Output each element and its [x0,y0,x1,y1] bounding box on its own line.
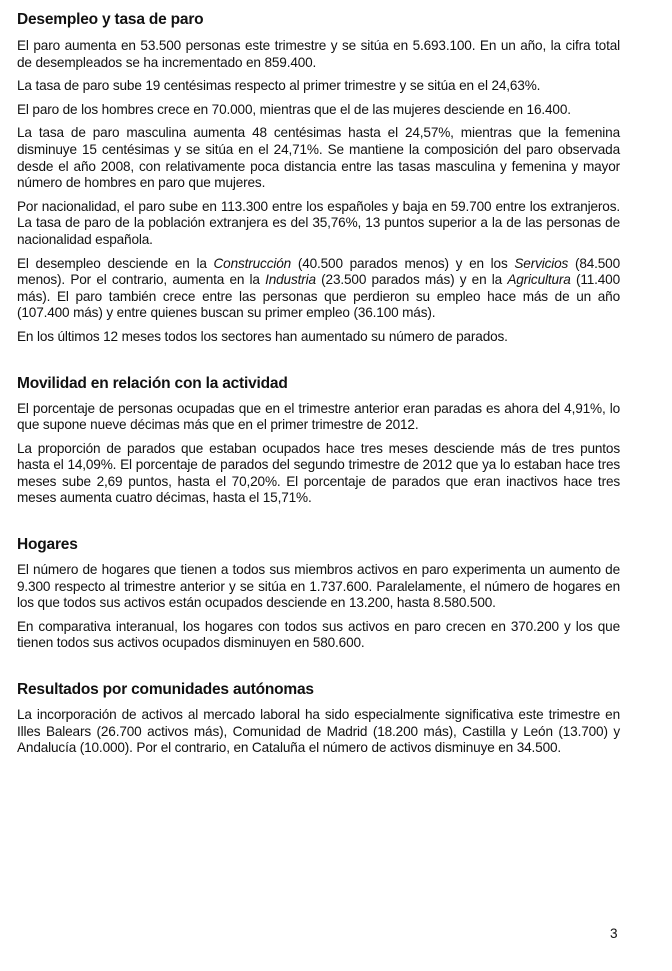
sector-construccion: Construcción [213,255,292,271]
paragraph: El porcentaje de personas ocupadas que en el trimestre anterior eran paradas es ahora del 4,91%, lo que supone nueve décimas más que en el primer trimestre de 2012. [17,400,620,433]
text-run: (11.400 más). El paro también crece entre las personas que perdieron su empleo hace más de un año (107.400 más) y entre quienes buscan su primer empleo (36.100 más). [17,272,620,321]
sector-agricultura: Agricultura [507,272,571,288]
text-run: (40.500 parados menos) y en los [291,255,515,271]
paragraph: El número de hogares que tienen a todos sus miembros activos en paro experimenta un aumento de 9.300 respecto al trimestre anterior y se sitúa en 1.737.600. Paralelamente, el número de hogares en los que todos sus activos están ocupados desciende en 13.200, hasta 8.580.500. [17,562,620,611]
page-number: 3 [610,926,618,941]
text-run: (84.500 menos). Por el contrario, aumenta en la [17,255,620,288]
section-movilidad [17,374,620,508]
section-comunidades [17,680,620,757]
paragraph: La proporción de parados que estaban ocupados hace tres meses desciende más de tres puntos hasta el 14,09%. El porcentaje de parados del segundo trimestre de 2012 que ya lo estaban hace tres meses sube 2,69 puntos, hasta el 70,20%. El porcentaje de parados que eran inactivos hace tres meses aumenta cuatro décimas, hasta el 15,71%. [17,440,620,506]
section-heading: Hogares [17,536,78,554]
paragraph: La tasa de paro sube 19 centésimas respecto al primer trimestre y se sitúa en el 24,63%. [17,78,541,94]
section-heading: Resultados por comunidades autónomas [17,681,314,699]
paragraph: El paro aumenta en 53.500 personas este trimestre y se sitúa en 5.693.100. En un año, la cifra total de desempleados se ha incrementado en 859.400. [17,38,620,70]
section-heading: Desempleo y tasa de paro [17,11,204,28]
paragraph: La tasa de paro masculina aumenta 48 centésimas hasta el 24,57%, mientras que la femenina disminuye 15 centésimas y se sitúa en el 24,71%. Se mantiene la composición del paro observada desde el año 2008, con relativamente poca distancia entre las tasas masculina y femenina y mayor número de hombres en paro que mujeres. [17,125,620,191]
section-hogares [17,535,620,652]
paragraph: En los últimos 12 meses todos los sectores han aumentado su número de parados. [17,328,508,344]
paragraph: La incorporación de activos al mercado laboral ha sido especialmente significativa este trimestre en Illes Balears (26.700 activos más), Comunidad de Madrid (18.200 más), Castilla y León (13.700) y Andalucía (10.000). Por el contrario, en Cataluña el número de activos disminuye en 34.500. [17,707,620,756]
section-desempleo [17,10,620,346]
paragraph-sectors [17,256,620,322]
section-heading: Movilidad en relación con la actividad [17,374,288,392]
document-page [17,0,620,757]
sector-servicios: Servicios [514,255,569,271]
sector-industria: Industria [265,272,316,288]
text-run: El desempleo desciende en la [17,255,214,271]
paragraph: El paro de los hombres crece en 70.000, mientras que el de las mujeres desciende en 16.400. [17,101,571,117]
paragraph: En comparativa interanual, los hogares con todos sus activos en paro crecen en 370.200 y los que tienen todos sus activos ocupados disminuyen en 580.600. [17,618,620,651]
text-run: (23.500 parados más) y en la [315,272,508,288]
paragraph: Por nacionalidad, el paro sube en 113.300 entre los españoles y baja en 59.700 entre los extranjeros. La tasa de paro de la población extranjera es del 35,76%, 13 puntos superior a la de las personas de nacionalidad española. [17,198,620,247]
